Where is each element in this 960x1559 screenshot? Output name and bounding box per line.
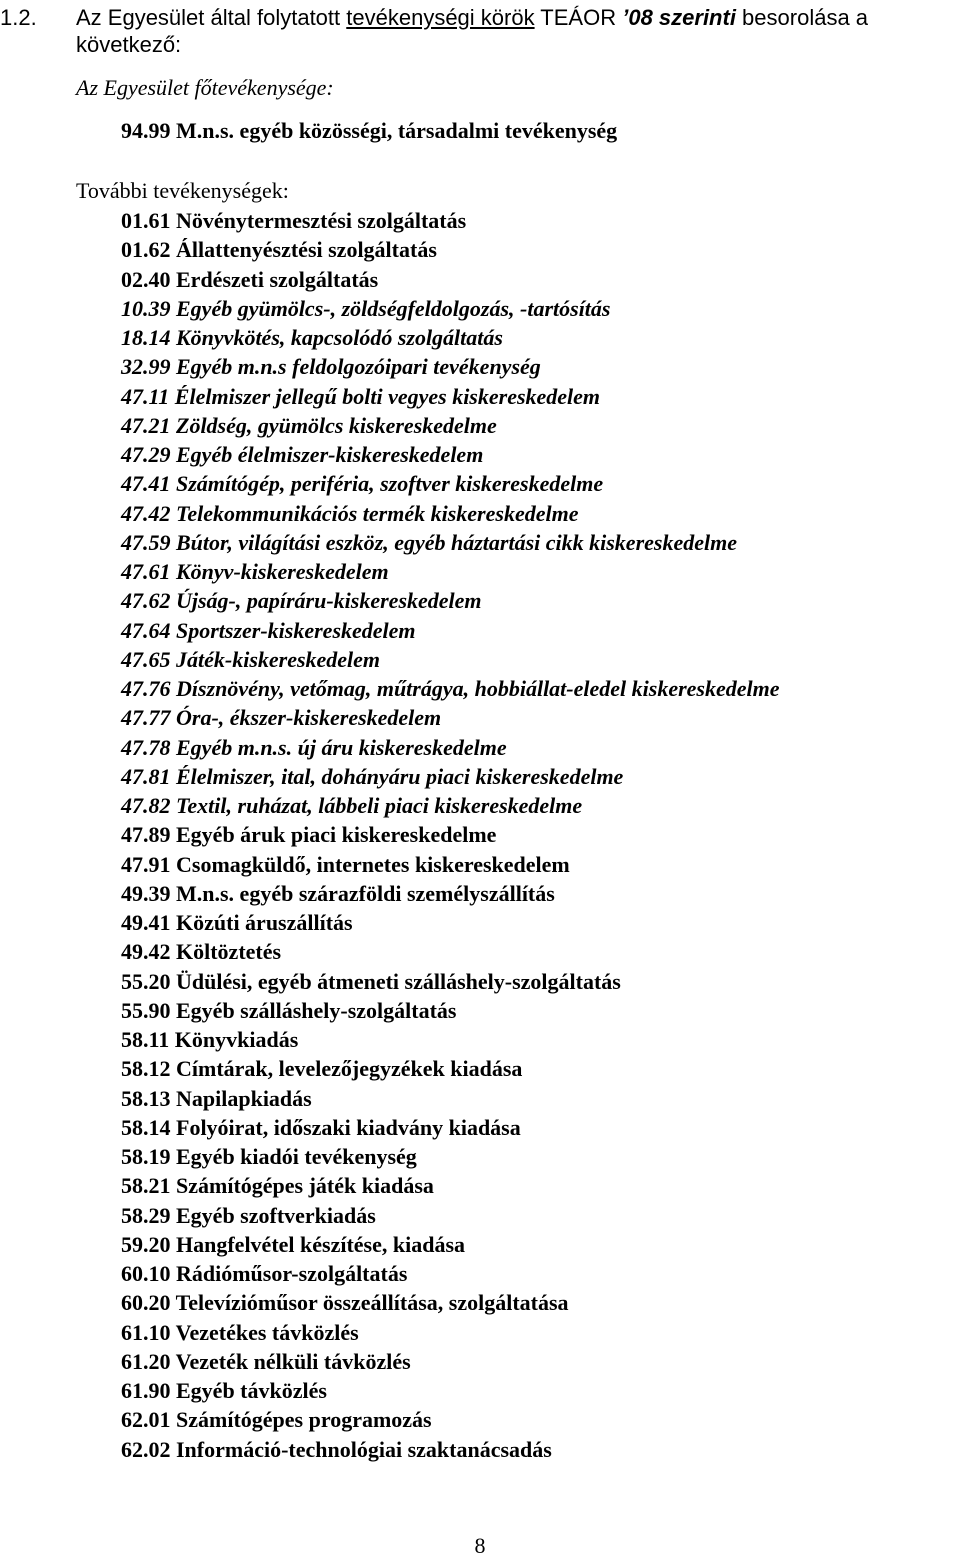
activity-name: Számítógép, periféria, szoftver kiskereskedelme bbox=[176, 471, 604, 497]
page-number: 8 bbox=[474, 1533, 486, 1558]
activity-code: 47.29 bbox=[121, 442, 171, 467]
activity-code: 58.19 bbox=[121, 1144, 171, 1169]
activity-code: 47.65 bbox=[121, 646, 171, 672]
activity-item bbox=[121, 1347, 780, 1376]
activity-item bbox=[121, 616, 780, 645]
activity-item bbox=[121, 1318, 780, 1347]
activity-code: 10.39 bbox=[121, 295, 171, 321]
activity-name: Vezeték nélküli távközlés bbox=[175, 1348, 411, 1374]
activity-code: 47.82 bbox=[121, 793, 171, 818]
activity-name: Egyéb áruk piaci kiskereskedelme bbox=[176, 822, 497, 848]
activity-item bbox=[121, 586, 780, 615]
activity-item bbox=[121, 791, 780, 820]
activity-name: Közúti áruszállítás bbox=[176, 910, 353, 935]
activity-code: 47.11 bbox=[121, 383, 170, 409]
activity-code: 47.59 bbox=[121, 529, 171, 555]
activity-code: 32.99 bbox=[121, 354, 171, 380]
activity-item bbox=[121, 820, 780, 849]
activity-item bbox=[121, 1201, 780, 1230]
activity-code: 47.91 bbox=[121, 851, 171, 877]
activity-name: Telekommunikációs termék kiskereskedelme bbox=[176, 500, 579, 526]
activity-item bbox=[121, 235, 780, 264]
activity-name: Állattenyésztési szolgáltatás bbox=[176, 237, 437, 263]
activity-item bbox=[121, 1259, 780, 1288]
activity-name: Költöztetés bbox=[176, 939, 282, 965]
activity-item bbox=[121, 1288, 780, 1317]
activity-item bbox=[121, 557, 780, 586]
activity-name: Egyéb gyümölcs-, zöldségfeldolgozás, -tartósítás bbox=[176, 295, 611, 321]
activity-code: 47.89 bbox=[121, 822, 171, 848]
activity-code: 58.14 bbox=[121, 1114, 171, 1140]
activity-name: Újság-, papíráru-kiskereskedelem bbox=[176, 588, 482, 614]
activity-item bbox=[121, 1230, 780, 1259]
activity-item bbox=[121, 996, 780, 1025]
activity-code: 49.41 bbox=[121, 910, 171, 935]
activity-name: Egyéb m.n.s. új áru kiskereskedelme bbox=[176, 734, 507, 760]
activity-code: 47.77 bbox=[121, 705, 171, 731]
activity-name: M.n.s. egyéb szárazföldi személyszállítás bbox=[176, 880, 555, 906]
activity-code: 58.12 bbox=[121, 1056, 171, 1082]
activity-item bbox=[121, 440, 780, 469]
activity-name: Egyéb szálláshely-szolgáltatás bbox=[176, 997, 457, 1023]
activity-code: 59.20 bbox=[121, 1231, 171, 1257]
activity-code: 47.64 bbox=[121, 617, 171, 643]
activity-name: Televízióműsor összeállítása, szolgáltatása bbox=[175, 1290, 569, 1316]
activity-item bbox=[121, 908, 780, 937]
activity-item bbox=[121, 850, 780, 879]
activity-code: 62.01 bbox=[121, 1407, 171, 1433]
further-activities-label: További tevékenységek: bbox=[76, 178, 289, 203]
activity-name: Üdülési, egyéb átmeneti szálláshely-szolgáltatás bbox=[176, 968, 621, 994]
activity-name: Rádióműsor-szolgáltatás bbox=[176, 1261, 408, 1286]
activity-code: 60.10 bbox=[121, 1261, 171, 1286]
activity-name: Címtárak, levelezőjegyzékek kiadása bbox=[176, 1056, 523, 1082]
activity-code: 49.42 bbox=[121, 939, 171, 965]
activity-name: Élelmiszer, ital, dohányáru piaci kiskereskedelme bbox=[176, 763, 624, 789]
activity-code: 55.90 bbox=[121, 997, 171, 1023]
section-heading bbox=[76, 4, 956, 58]
activity-item bbox=[121, 733, 780, 762]
activity-name: Csomagküldő, internetes kiskereskedelem bbox=[176, 851, 570, 877]
activity-item bbox=[121, 879, 780, 908]
heading-text-before: Az Egyesület által folytatott bbox=[76, 5, 347, 30]
activity-name: Erdészeti szolgáltatás bbox=[176, 266, 379, 292]
activity-item bbox=[121, 469, 780, 498]
activity-name: Egyéb szoftverkiadás bbox=[176, 1202, 376, 1228]
activity-name: Játék-kiskereskedelem bbox=[176, 646, 381, 672]
activity-item bbox=[121, 206, 780, 235]
activity-code: 01.62 bbox=[121, 237, 171, 263]
activity-item bbox=[121, 1376, 780, 1405]
activity-item bbox=[121, 1142, 780, 1171]
activity-code: 47.41 bbox=[121, 471, 171, 497]
activity-item bbox=[121, 382, 780, 411]
activity-code: 01.61 bbox=[121, 208, 171, 233]
activity-item bbox=[121, 703, 780, 732]
activity-code: 61.20 bbox=[121, 1348, 171, 1374]
main-activity-value: 94.99 M.n.s. egyéb közösségi, társadalmi tevékenység bbox=[121, 118, 618, 143]
activity-item bbox=[121, 1084, 780, 1113]
activity-code: 61.90 bbox=[121, 1378, 171, 1403]
activity-name: Egyéb élelmiszer-kiskereskedelem bbox=[176, 442, 484, 467]
activity-item bbox=[121, 1405, 780, 1434]
heading-text-after: besorolása a következő: bbox=[76, 5, 869, 57]
activity-code: 58.29 bbox=[121, 1202, 171, 1228]
activity-item bbox=[121, 674, 780, 703]
activity-item bbox=[121, 528, 780, 557]
heading-bolditalic-text: ’08 szerinti bbox=[622, 5, 736, 30]
activity-item bbox=[121, 1054, 780, 1083]
activity-code: 58.13 bbox=[121, 1085, 171, 1111]
activity-name: Vezetékes távközlés bbox=[175, 1319, 359, 1345]
activity-name: Sportszer-kiskereskedelem bbox=[176, 617, 416, 643]
activity-name: Hangfelvétel készítése, kiadása bbox=[176, 1231, 466, 1257]
activity-item bbox=[121, 265, 780, 294]
activity-item bbox=[121, 967, 780, 996]
activity-code: 47.81 bbox=[121, 763, 171, 789]
activity-name: Textil, ruházat, lábbeli piaci kiskereskedelme bbox=[176, 793, 583, 818]
activity-name: Napilapkiadás bbox=[176, 1085, 312, 1111]
activity-item bbox=[121, 762, 780, 791]
activity-code: 47.76 bbox=[121, 676, 171, 701]
activity-item bbox=[121, 1113, 780, 1142]
activity-name: Információ-technológiai szaktanácsadás bbox=[176, 1436, 552, 1462]
activity-name: Könyvkötés, kapcsolódó szolgáltatás bbox=[176, 325, 503, 350]
activity-name: Folyóirat, időszaki kiadvány kiadása bbox=[176, 1114, 521, 1140]
activity-item bbox=[121, 411, 780, 440]
activity-name: Egyéb kiadói tevékenység bbox=[176, 1144, 417, 1169]
activity-name: Növénytermesztési szolgáltatás bbox=[176, 208, 467, 233]
activity-code: 47.61 bbox=[121, 559, 171, 584]
activity-name: Bútor, világítási eszköz, egyéb háztartási cikk kiskereskedelme bbox=[176, 529, 737, 555]
activity-code: 60.20 bbox=[121, 1290, 171, 1316]
activity-item bbox=[121, 352, 780, 381]
activity-list bbox=[121, 206, 780, 1464]
activity-code: 18.14 bbox=[121, 325, 171, 350]
activity-code: 47.62 bbox=[121, 588, 171, 614]
activity-code: 62.02 bbox=[121, 1436, 171, 1462]
activity-code: 47.78 bbox=[121, 734, 171, 760]
activity-name: Könyvkiadás bbox=[174, 1027, 299, 1052]
activity-name: Óra-, ékszer-kiskereskedelem bbox=[176, 705, 442, 731]
activity-item bbox=[121, 937, 780, 966]
activity-item bbox=[121, 1025, 780, 1054]
activity-code: 58.21 bbox=[121, 1173, 171, 1199]
activity-name: Számítógépes programozás bbox=[176, 1407, 432, 1433]
activity-item bbox=[121, 499, 780, 528]
activity-name: Élelmiszer jellegű bolti vegyes kiskereskedelem bbox=[174, 383, 601, 409]
activity-code: 49.39 bbox=[121, 880, 171, 906]
activity-item bbox=[121, 294, 780, 323]
section-number: 1.2. bbox=[0, 5, 37, 30]
activity-code: 02.40 bbox=[121, 266, 171, 292]
activity-name: Számítógépes játék kiadása bbox=[176, 1173, 434, 1199]
activity-name: Zöldség, gyümölcs kiskereskedelme bbox=[176, 412, 497, 438]
activity-code: 47.42 bbox=[121, 500, 171, 526]
activity-code: 61.10 bbox=[121, 1319, 171, 1345]
activity-name: Dísznövény, vetőmag, műtrágya, hobbiállat-eledel kiskereskedelme bbox=[176, 676, 780, 701]
activity-item bbox=[121, 645, 780, 674]
activity-code: 47.21 bbox=[121, 412, 171, 438]
activity-name: Egyéb m.n.s feldolgozóipari tevékenység bbox=[176, 354, 541, 380]
heading-text-mid: TEÁOR bbox=[534, 5, 623, 30]
activity-code: 55.20 bbox=[121, 968, 171, 994]
main-activity-label: Az Egyesület főtevékenysége: bbox=[76, 75, 334, 100]
activity-name: Könyv-kiskereskedelem bbox=[176, 559, 389, 584]
activity-item bbox=[121, 323, 780, 352]
activity-name: Egyéb távközlés bbox=[176, 1378, 327, 1403]
activity-code: 58.11 bbox=[121, 1027, 170, 1052]
activity-item bbox=[121, 1171, 780, 1200]
heading-underlined-text: tevékenységi körök bbox=[346, 5, 535, 30]
activity-item bbox=[121, 1435, 780, 1464]
